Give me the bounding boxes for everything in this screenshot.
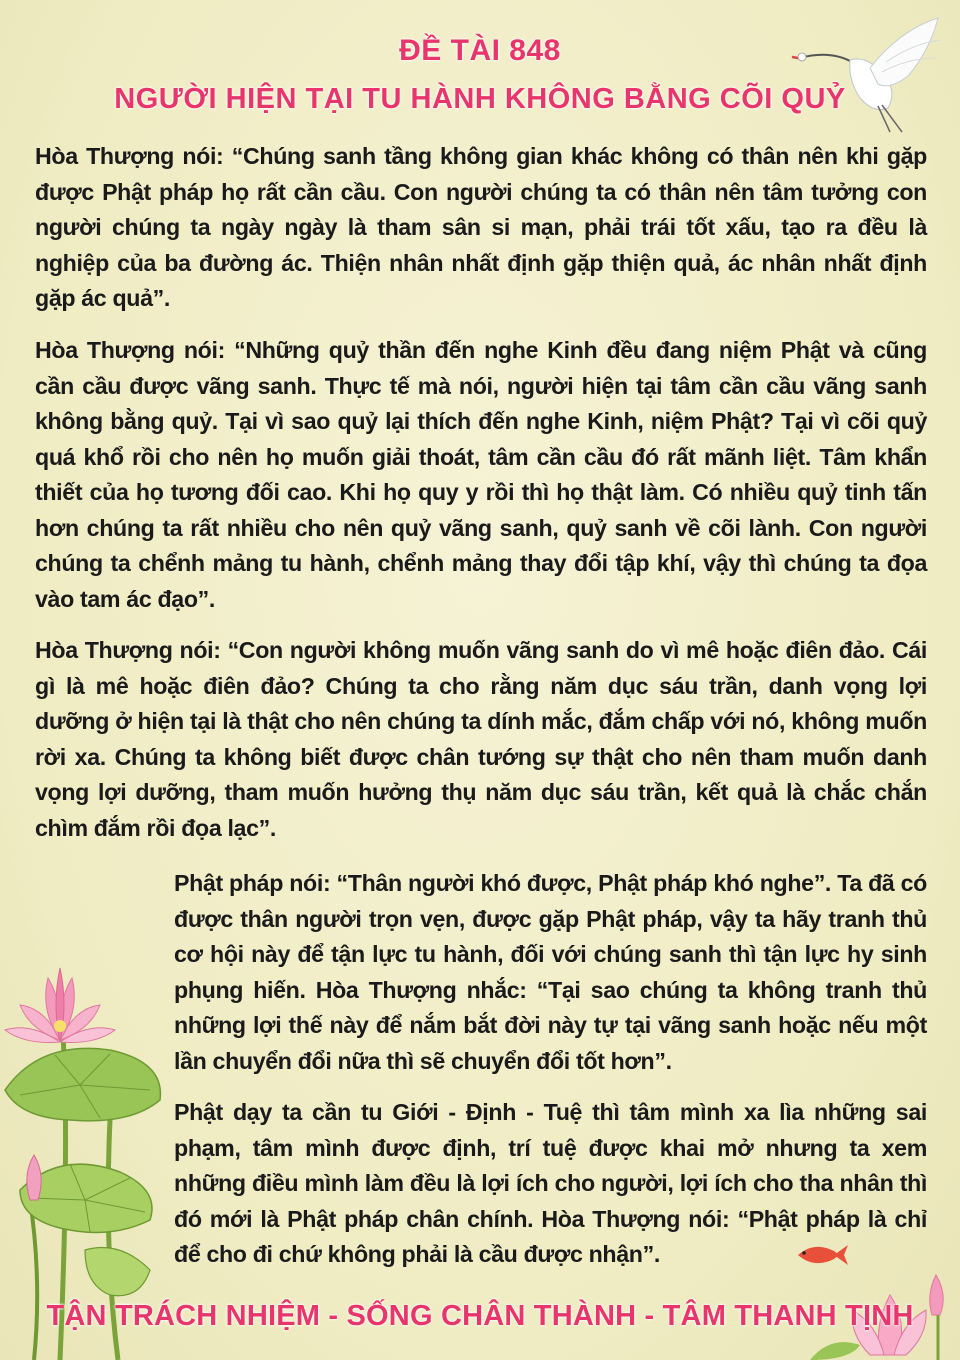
page-title: NGƯỜI HIỆN TẠI TU HÀNH KHÔNG BẰNG CÕI QUỶ [114,83,846,115]
paragraph-4: Phật pháp nói: “Thân người khó được, Phật pháp khó nghe”. Ta đã có được thân người trọn vẹn, được gặp Phật pháp, vậy ta hãy tranh thủ cơ hội này để tận lực tu hành, đối với chúng sanh thì tận lực hy sinh phụng hiến. Hòa Thượng nhắc: “Tại sao chúng ta không tranh thủ những lợi thế này để nắm bắt đời này tự tại vãng sanh hoặc nếu một lần chuyển đổi nữa thì sẽ chuyển đổi tốt hơn”. [174,870,927,1074]
paragraph-2: Hòa Thượng nói: “Những quỷ thần đến nghe Kinh đều đang niệm Phật và cũng cần cầu được vãng sanh. Thực tế mà nói, người hiện tại tâm cần cầu vãng sanh không bằng quỷ. Tại vì sao quỷ lại thích đến nghe Kinh, niệm Phật? Tại vì cõi quỷ quá khổ rồi cho nên họ muốn giải thoát, tâm cần cầu đó rất mãnh liệt. Tâm khẩn thiết của họ tương đối cao. Khi họ quy y rồi thì họ thật làm. Có nhiều quỷ tinh tấn hơn chúng ta rất nhiều cho nên quỷ vãng sanh, quỷ sanh về cõi lành. Con người chúng ta chểnh mảng tu hành, chểnh mảng thay đổi tập khí, vậy thì chúng ta đọa vào tam ác đạo”. [35,337,927,612]
pink-lotus-flower [0,960,120,1060]
paragraph-3: Hòa Thượng nói: “Con người không muốn vãng sanh do vì mê hoặc điên đảo. Cái gì là mê hoặc điên đảo? Chúng ta cho rằng năm dục sáu trần, danh vọng lợi dưỡng ở hiện tại là thật cho nên chúng ta dính mắc, đắm chấp với nó, không muốn rời xa. Chúng ta không biết được chân tướng sự thật cho nên tham muốn danh vọng lợi dưỡng, tham muốn hưởng thụ năm dục sáu trần, kết quả là chắc chắn chìm đắm rồi đọa lạc”. [35,637,927,841]
paragraph-1: Hòa Thượng nói: “Chúng sanh tầng không gian khác không có thân nên khi gặp được Phật pháp họ rất cần cầu. Con người chúng ta có thân nên tâm tưởng con người chúng ta ngày ngày là tham sân si mạn, phải trái tốt xấu, tạo ra đều là nghiệp của ba đường ác. Thiện nhân nhất định gặp thiện quả, ác nhân nhất định gặp ác quả”. [35,143,927,311]
crane-bird [790,10,950,135]
footer-slogan: TẬN TRÁCH NHIỆM - SỐNG CHÂN THÀNH - TÂM THANH TỊNH [46,1300,914,1332]
paragraph-5: Phật dạy ta cần tu Giới - Định - Tuệ thì tâm mình xa lìa những sai phạm, tâm mình được định, trí tuệ được khai mở nhưng ta xem những điều mình làm đều là lợi ích cho người, lợi ích cho tha nhân thì đó mới là Phật pháp chân chính. Hòa Thượng nói: “Phật pháp là chỉ để cho đi chứ không phải là cầu được nhận”. [174,1099,927,1267]
topic-number: ĐỀ TÀI 848 [399,34,561,67]
